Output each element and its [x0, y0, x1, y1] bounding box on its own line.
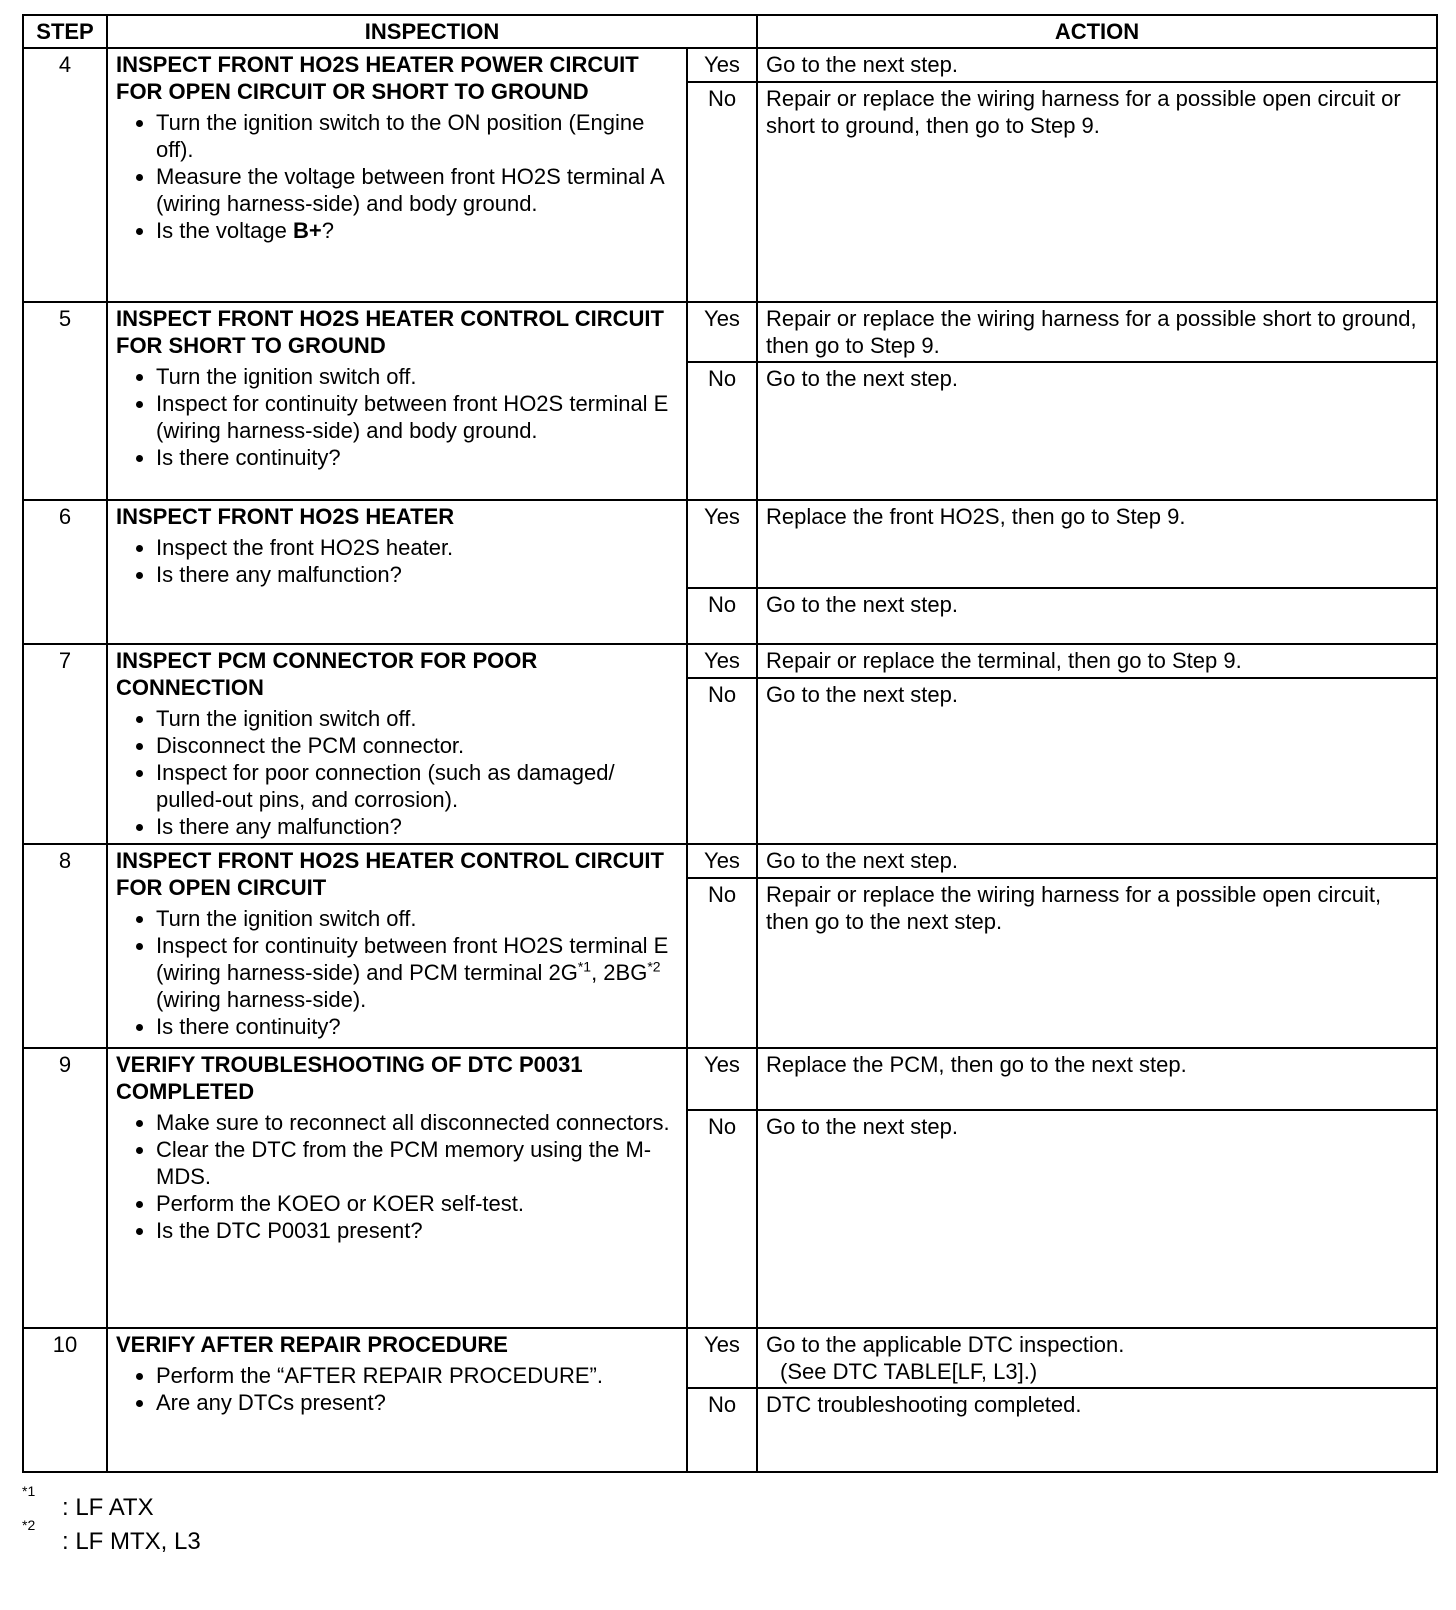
- no-action: Go to the next step.: [757, 588, 1437, 644]
- table-row: [23, 48, 1437, 82]
- footnotes: [22, 1483, 1436, 1559]
- yes-label: Yes: [687, 1328, 757, 1388]
- step-number: 8: [23, 844, 107, 1048]
- inspection-bullet: • Make sure to reconnect all disconnected connectors.: [156, 1109, 678, 1136]
- step-number: 6: [23, 500, 107, 644]
- inspection-bullet: • Perform the “AFTER REPAIR PROCEDURE”.: [156, 1362, 678, 1389]
- table-row: [23, 302, 1437, 362]
- no-action: Go to the next step.: [757, 678, 1437, 844]
- inspection-bullet: • Clear the DTC from the PCM memory using the M-MDS.: [156, 1136, 678, 1190]
- inspection-bullet: • Perform the KOEO or KOER self-test.: [156, 1190, 678, 1217]
- yes-action: Repair or replace the wiring harness for a possible short to ground, then go to Step 9.: [757, 302, 1437, 362]
- yes-label: Yes: [687, 302, 757, 362]
- yes-action: Repair or replace the terminal, then go to Step 9.: [757, 644, 1437, 678]
- dtc-document: [22, 14, 1436, 1559]
- table-row: [23, 844, 1437, 878]
- no-label: No: [687, 588, 757, 644]
- no-label: No: [687, 82, 757, 302]
- table-row: [23, 1048, 1437, 1110]
- no-action: Go to the next step.: [757, 1110, 1437, 1328]
- step-number: 10: [23, 1328, 107, 1472]
- inspection-cell: [107, 844, 687, 1048]
- inspection-bullet: • Is the DTC P0031 present?: [156, 1217, 678, 1244]
- inspection-bullet: • Turn the ignition switch to the ON position (Engine off).: [156, 109, 678, 163]
- inspection-bullets: [116, 1362, 678, 1416]
- inspection-title: INSPECT FRONT HO2S HEATER CONTROL CIRCUIT FOR SHORT TO GROUND: [116, 306, 664, 358]
- no-label: No: [687, 1110, 757, 1328]
- table-row: [23, 500, 1437, 588]
- yes-label: Yes: [687, 1048, 757, 1110]
- inspection-bullets: [116, 905, 678, 1040]
- inspection-bullets: [116, 1109, 678, 1244]
- inspection-cell: [107, 302, 687, 500]
- inspection-bullet: • Is there continuity?: [156, 444, 678, 471]
- no-action: Go to the next step.: [757, 362, 1437, 500]
- no-label: No: [687, 678, 757, 844]
- inspection-bullet: • Is there any malfunction?: [156, 813, 678, 840]
- inspection-bullets: [116, 109, 678, 244]
- header-action: ACTION: [757, 15, 1437, 48]
- table-header-row: [23, 15, 1437, 48]
- table-row: [23, 644, 1437, 678]
- header-step: STEP: [23, 15, 107, 48]
- yes-label: Yes: [687, 48, 757, 82]
- inspection-cell: [107, 1328, 687, 1472]
- inspection-cell: [107, 1048, 687, 1328]
- inspection-bullet: • Is there continuity?: [156, 1013, 678, 1040]
- dtc-troubleshooting-table: [22, 14, 1438, 1473]
- yes-label: Yes: [687, 844, 757, 878]
- inspection-title: INSPECT FRONT HO2S HEATER: [116, 504, 455, 529]
- header-inspection: INSPECTION: [107, 15, 757, 48]
- no-action: Repair or replace the wiring harness for a possible open circuit, then go to the next step.: [757, 878, 1437, 1048]
- inspection-bullet: • Inspect for poor connection (such as damaged/ pulled-out pins, and corrosion).: [156, 759, 678, 813]
- no-label: No: [687, 362, 757, 500]
- inspection-bullet: • Measure the voltage between front HO2S terminal A (wiring harness-side) and body ground.: [156, 163, 678, 217]
- inspection-bullet: • Turn the ignition switch off.: [156, 905, 678, 932]
- yes-label: Yes: [687, 500, 757, 588]
- inspection-cell: [107, 644, 687, 844]
- footnote: [22, 1483, 1436, 1525]
- yes-action-text: Go to the applicable DTC inspection.: [766, 1332, 1125, 1357]
- footnote-ref: *2: [647, 958, 661, 975]
- bullet-text: Is the voltage: [156, 218, 293, 243]
- inspection-bullets: [116, 534, 678, 588]
- inspection-bullet: • Inspect the front HO2S heater.: [156, 534, 678, 561]
- yes-action: [757, 1328, 1437, 1388]
- no-action: DTC troubleshooting completed.: [757, 1388, 1437, 1472]
- inspection-bullets: [116, 705, 678, 840]
- no-action: Repair or replace the wiring harness for a possible open circuit or short to ground, then go to Step 9.: [757, 82, 1437, 302]
- bullet-text: ?: [321, 218, 334, 243]
- footnote-text: : LF ATX: [62, 1494, 154, 1521]
- inspection-cell: [107, 48, 687, 302]
- inspection-title: VERIFY AFTER REPAIR PROCEDURE: [116, 1332, 508, 1357]
- bullet-bold-text: B+: [292, 218, 322, 243]
- inspection-bullet: • Is there any malfunction?: [156, 561, 678, 588]
- inspection-title: VERIFY TROUBLESHOOTING OF DTC P0031 COMPLETED: [116, 1052, 583, 1104]
- yes-action: Replace the front HO2S, then go to Step 9.: [757, 500, 1437, 588]
- step-number: 4: [23, 48, 107, 302]
- bullet-text: , 2BG: [591, 960, 648, 985]
- inspection-bullet: • Are any DTCs present?: [156, 1389, 678, 1416]
- no-label: No: [687, 1388, 757, 1472]
- footnote: [22, 1517, 1436, 1559]
- inspection-bullet: • Turn the ignition switch off.: [156, 363, 678, 390]
- inspection-title: INSPECT FRONT HO2S HEATER POWER CIRCUIT FOR OPEN CIRCUIT OR SHORT TO GROUND: [116, 52, 639, 104]
- inspection-cell: [107, 500, 687, 644]
- inspection-bullet: [156, 217, 678, 244]
- inspection-bullet: • Turn the ignition switch off.: [156, 705, 678, 732]
- inspection-bullets: [116, 363, 678, 471]
- footnote-text: : LF MTX, L3: [62, 1528, 201, 1555]
- bullet-text: Inspect for continuity between front HO2S terminal E (wiring harness-side) and PCM terminal 2G: [156, 933, 669, 985]
- footnote-ref: *1: [577, 958, 592, 975]
- inspection-bullet: [156, 932, 678, 1013]
- bullet-text: (wiring harness-side).: [156, 987, 367, 1012]
- inspection-title: INSPECT PCM CONNECTOR FOR POOR CONNECTION: [116, 648, 538, 700]
- table-row: [23, 1328, 1437, 1388]
- no-label: No: [687, 878, 757, 1048]
- yes-action: Go to the next step.: [757, 844, 1437, 878]
- inspection-bullet: • Disconnect the PCM connector.: [156, 732, 678, 759]
- step-number: 7: [23, 644, 107, 844]
- yes-action: Replace the PCM, then go to the next step.: [757, 1048, 1437, 1110]
- yes-action: Go to the next step.: [757, 48, 1437, 82]
- footnote-mark: *1: [22, 1483, 36, 1499]
- step-number: 9: [23, 1048, 107, 1328]
- footnote-mark: *2: [22, 1517, 36, 1533]
- yes-label: Yes: [687, 644, 757, 678]
- step-number: 5: [23, 302, 107, 500]
- inspection-bullet: • Inspect for continuity between front HO2S terminal E (wiring harness-side) and body ground.: [156, 390, 678, 444]
- inspection-title: INSPECT FRONT HO2S HEATER CONTROL CIRCUIT FOR OPEN CIRCUIT: [116, 848, 664, 900]
- dtc-table-reference: (See DTC TABLE[LF, L3].): [780, 1359, 1038, 1384]
